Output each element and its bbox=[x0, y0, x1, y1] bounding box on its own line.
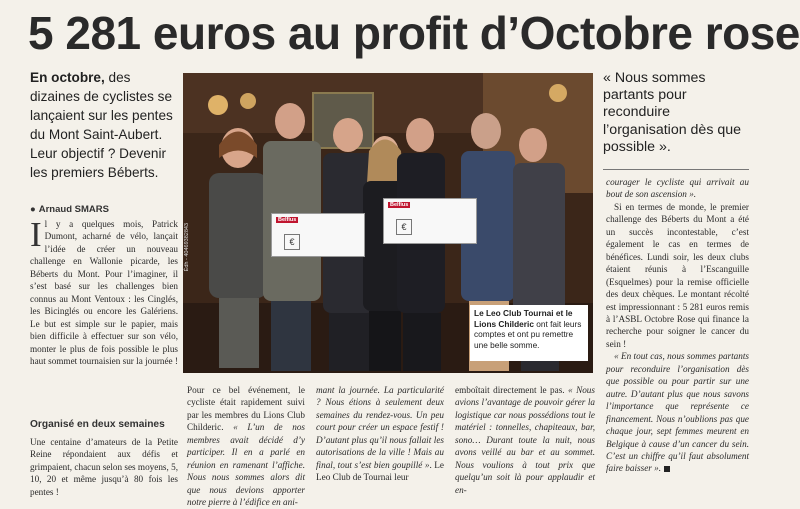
col4-quote: « Nous avions l’avantage de pouvoir gérer la logistique car nous possédions tout le matériel : tonnelles, chapiteaux, bar, sono… Durant toute la nuit, nous avons veillé au bar et au sommet. Nous voulions à tout prix que quelqu’un soit là pour applaudir et en- bbox=[455, 385, 595, 495]
dropcap: I bbox=[30, 215, 42, 254]
col-right-p3 bbox=[606, 350, 749, 475]
col2-text: Pour ce bel événement, le cycliste était rapidement suivi par les membres du Lions Club Childeric. bbox=[187, 385, 305, 433]
subhead: Organisé en deux semaines bbox=[30, 419, 165, 430]
euro-icon: € bbox=[284, 234, 300, 250]
body-col3 bbox=[316, 384, 444, 498]
body-col1-paragraph bbox=[30, 215, 178, 416]
cheque-left bbox=[271, 213, 365, 257]
body-col2 bbox=[187, 384, 305, 508]
col-right-p1-text: courager le cycliste qui arrivait au bout de son ascension ». bbox=[606, 177, 749, 200]
end-mark-icon bbox=[664, 466, 670, 472]
caption-text: ont fait leurs comptes et ont pu remettre une belle somme. bbox=[474, 318, 582, 350]
col-right-p1 bbox=[606, 176, 749, 201]
photo-caption bbox=[470, 305, 588, 361]
lede-text: des dizaines de cyclistes se lançaient sur les pentes du Mont Saint-Aubert. Leur objectif ? Devenir les premiers Béberts. bbox=[30, 70, 173, 180]
body-col1-paragraph-2: Une centaine d’amateurs de la Petite Reine répondaient aux défis et grimpaient, chacun selon ses moyens, 5, 10, 20 et même jusqu’à 80 fois les pentes ! bbox=[30, 437, 178, 497]
headline: 5 281 euros au profit d’Octobre rose bbox=[28, 7, 800, 59]
body-col-right bbox=[606, 176, 749, 498]
col-right-p3-text: « En tout cas, nous sommes partants pour reconduire l’organisation dès que possible ou pour partir sur une autre. D’autant plus que nous savons l’importance que représente ce financement. Nous n’oublions pas que chaque jour, sept femmes meurent en Belgique à cause d’un cancer du sein. C’est un chiffre qu’il faut absolument faire baisser ». bbox=[606, 351, 749, 474]
pull-quote: « Nous sommes partants pour reconduire l’organisation dès que possible ». bbox=[603, 70, 742, 155]
col1-p1-text: l y a quelques mois, Patrick Dumont, acharné de vélo, lançait l’idée de créer un nouveau challenge en Wallonie picarde, les Béberts du Mont. Pour l’imaginer, il s’est basé sur les challenges bien connus au Mont Ventoux : les Cinglés, les Bicinglés ou encore les Galériens. Le but est simple sur le papier, mais bien difficile à effectuer sur son vélo, monter le plus de fois possible le plus haut sommet tournaisien sur la journée ! bbox=[30, 219, 178, 366]
byline bbox=[30, 204, 180, 215]
col2-quote: « L’un de nos membres avait décidé d’y participer. Il en a parlé en réunion en ramenant l’affiche. Nous nous sommes alors dit que nous devions apporter notre pierre à l’édifice en ani- bbox=[187, 422, 305, 508]
cheque-right bbox=[383, 198, 477, 244]
byline-author: Arnaud SMARS bbox=[38, 204, 109, 215]
cheque-bank-logo: Belfius bbox=[278, 217, 297, 223]
lede-lead: En octobre, bbox=[30, 70, 105, 85]
col-right-p2: Si en termes de monde, le premier challenge des Béberts du Mont a été un succès incontestable, c’est également le cas en termes de bénéfices. Lundi soir, les deux clubs étaient réunis à l’Escanguille (Esquelmes) pour la remise officielle des deux chèques. Le montant récolté est impressionnant : 5 281 euros remis à l’ASBL Octobre Rose qui finance la recherche pour soigner le cancer du sein ! bbox=[606, 201, 749, 349]
col3-quote: mant la journée. La particularité ? Nous étions à seulement deux semaines du rendez-vous. Un peu court pour créer un espace festif ! D’autant plus qu’il nous fallait les autorisations de la ville ! Mais au final, tout s’est bien goupillé » bbox=[316, 385, 444, 470]
cheque-bank-logo-2: Belfius bbox=[390, 202, 409, 208]
caption-bold: Le Leo Club Tournai et le Lions Childeric bbox=[474, 308, 573, 329]
byline-bullet: ● bbox=[30, 204, 36, 215]
photo-credit: Édh - 40469382843 bbox=[184, 223, 190, 272]
body-col4 bbox=[455, 384, 595, 498]
pull-quote-rule bbox=[603, 169, 749, 170]
euro-icon-2: € bbox=[396, 219, 412, 235]
lede bbox=[30, 68, 180, 182]
col3-text: . Le Leo Club de Tournai leur bbox=[316, 459, 444, 483]
col4-text: emboîtait directement le pas. bbox=[455, 385, 569, 395]
